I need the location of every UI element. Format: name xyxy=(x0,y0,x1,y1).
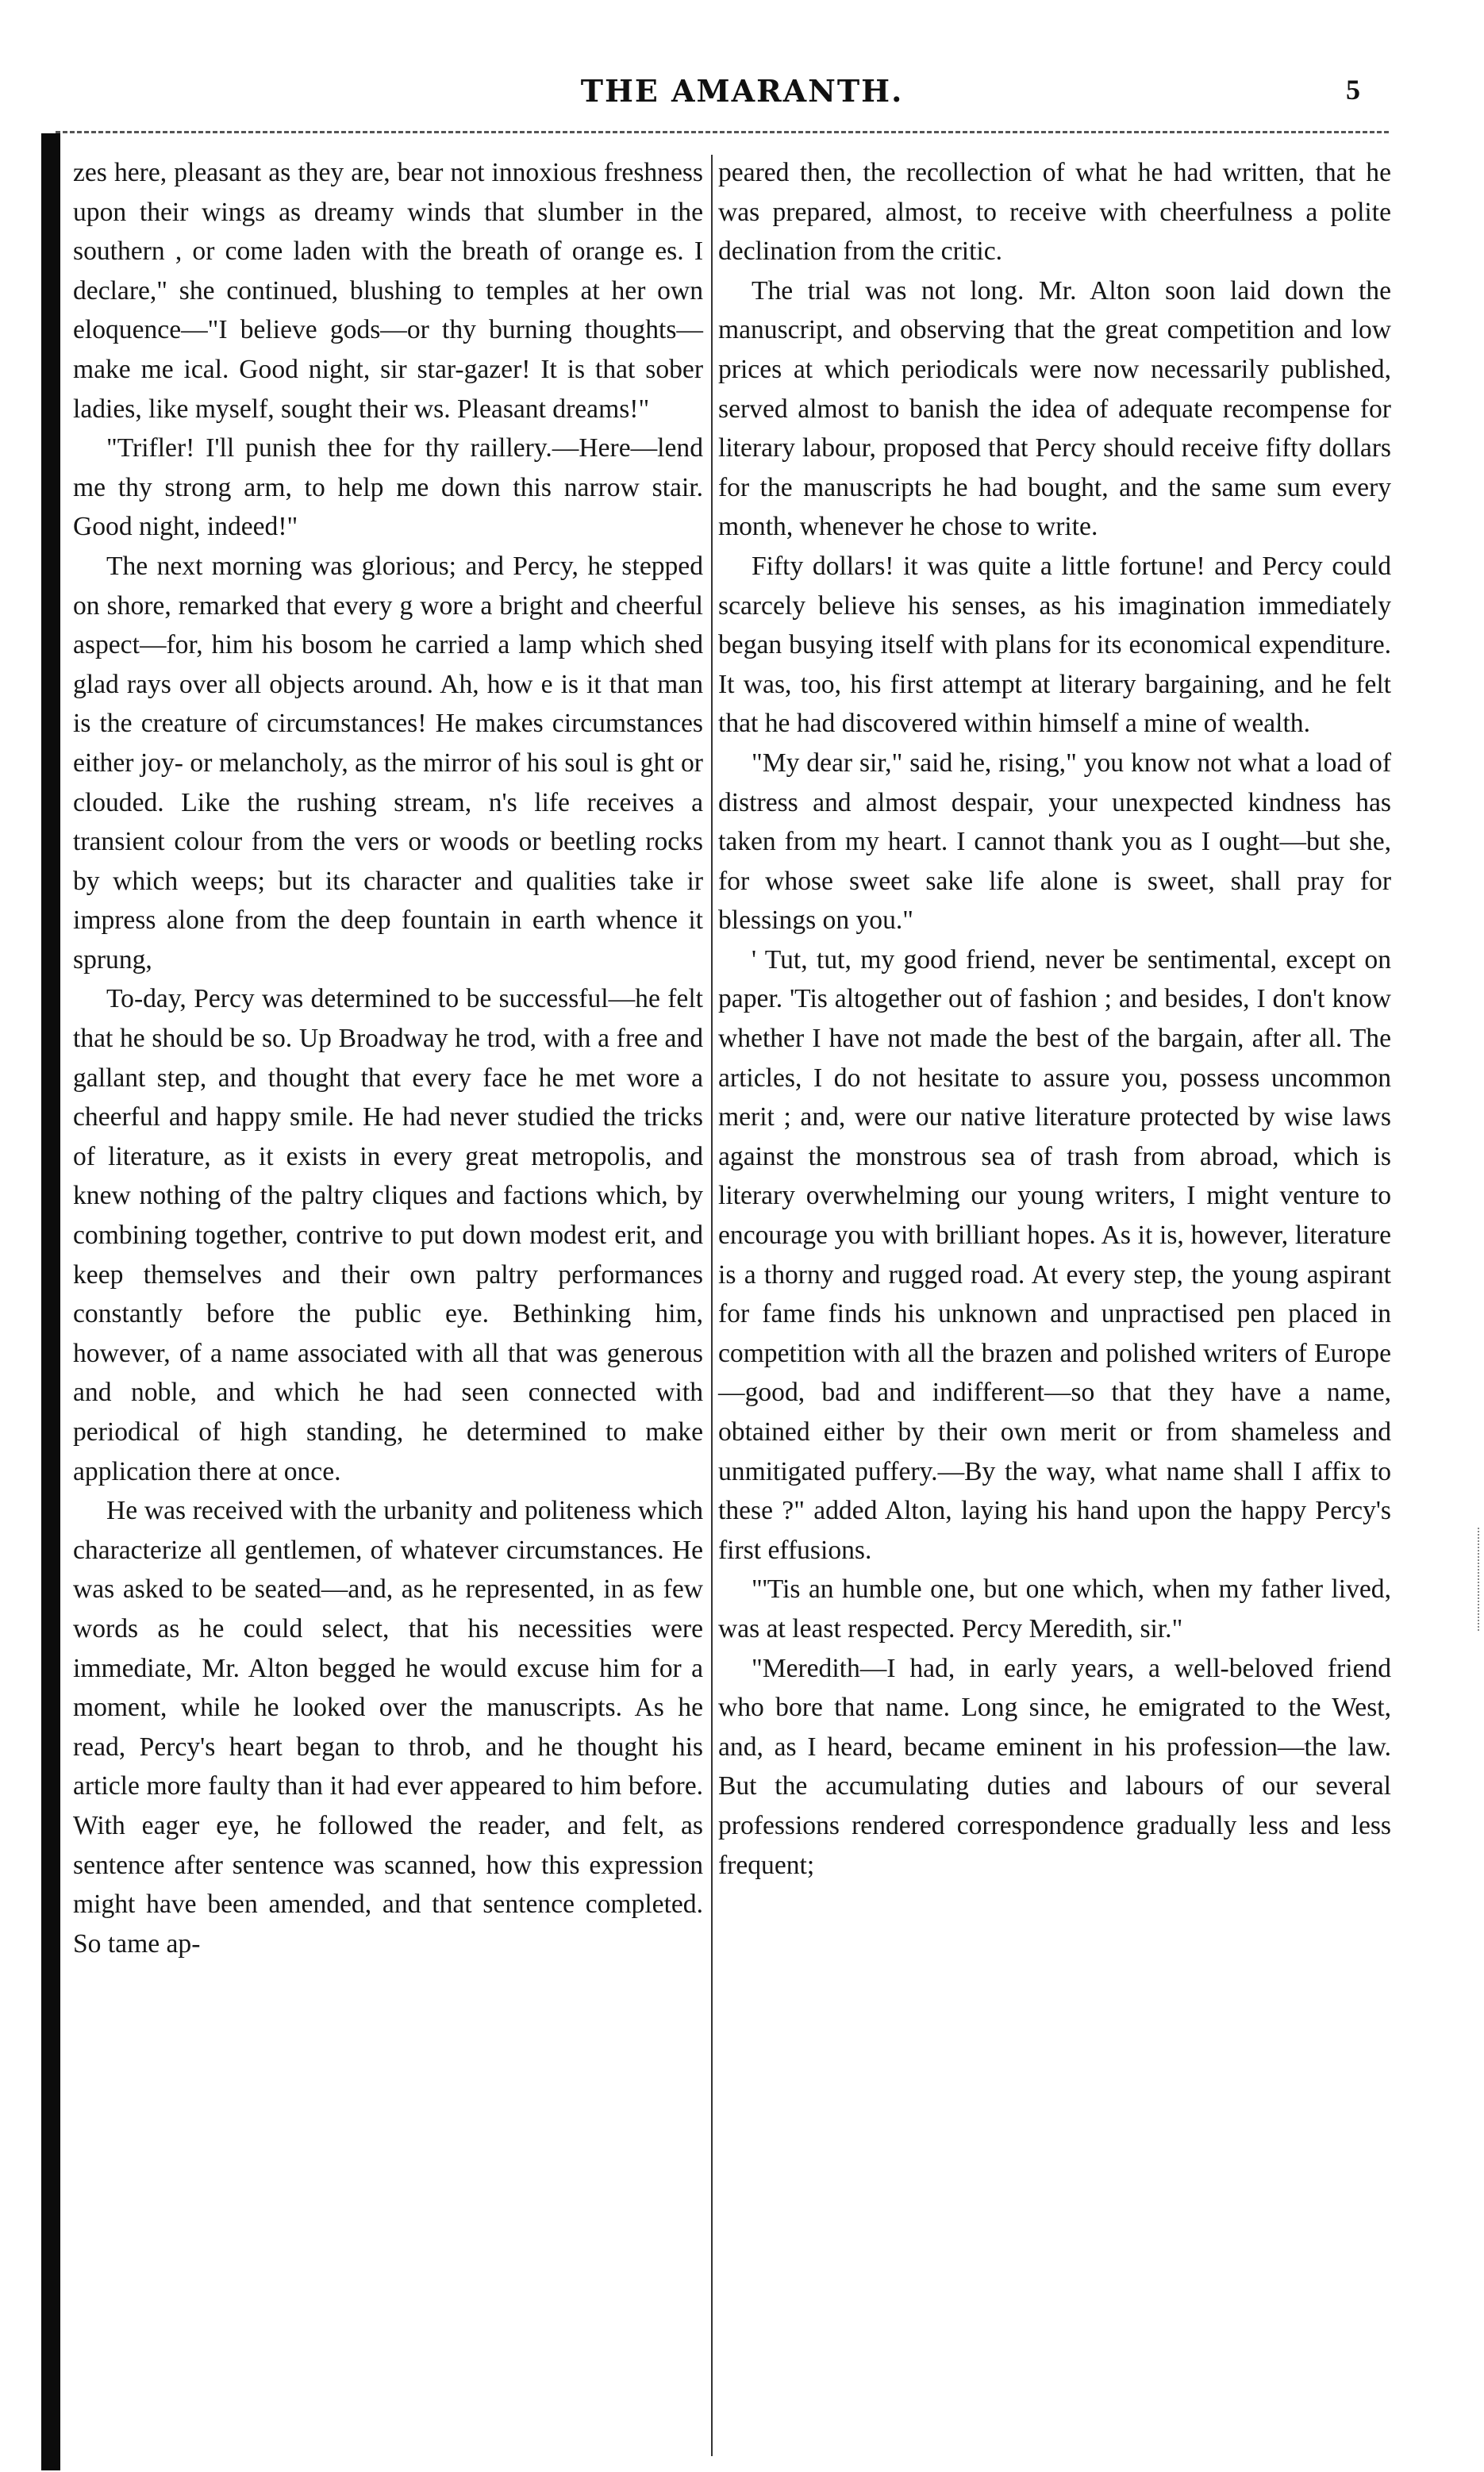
header-rule xyxy=(56,131,1389,133)
page-number: 5 xyxy=(1346,74,1360,106)
paragraph: ' Tut, tut, my good friend, never be sentimental, except on paper. 'Tis altogether out of fashion ; and besides, I don't know whether I have not made the best of the bargain, after all. The articles, I do not hesitate to assure you, possess uncommon merit ; and, were our native literature protected by wise laws against the monstrous sea of trash from abroad, which is literary overwhelming our young writers, I might venture to encourage you with brilliant hopes. As it is, however, literature is a thorny and rugged road. At every step, the young aspirant for fame finds his unknown and unpractised pen placed in competition with all the brazen and polished writers of Europe—good, bad and indifferent—so that they have a name, obtained either by their own merit or from shameless and unmitigated puffery.—By the way, what name shall I affix to these ?" added Alton, laying his hand upon the happy Percy's first effusions. xyxy=(718,944,1391,1565)
paragraph: "Meredith—I had, in early years, a well-beloved friend who bore that name. Long since, he emigrated to the West, and, as I heard, became eminent in his profession—the law. But the accumulating duties and labours of our several professions rendered correspondence gradually less and less frequent; xyxy=(718,1653,1391,1880)
right-column xyxy=(718,153,1391,1885)
paragraph: "My dear sir," said he, rising," you know not what a load of distress and almost despair, your unexpected kindness has taken from my heart. I cannot thank you as I ought—but she, for whose sweet sake life alone is sweet, shall pray for blessings on you." xyxy=(718,748,1391,936)
paragraph: He was received with the urbanity and politeness which characterize all gentlemen, of whatever circumstances. He was asked to be seated—and, as he represented, in as few words as he could select, that his necessities were immediate, Mr. Alton begged he would excuse him for a moment, while he looked over the manuscripts. As he read, Percy's heart began to throb, and he thought his article more faulty than it had ever appeared to him before. With eager eye, he followed the reader, and felt, as sentence after sentence was scanned, how this expression might have been amended, and that sentence completed. So tame ap- xyxy=(73,1496,703,1959)
paragraph: To-day, Percy was determined to be successful—he felt that he should be so. Up Broadway he trod, with a free and gallant step, and thought that every face he met wore a cheerful and happy smile. He had never studied the tricks of literature, as it exists in every great metropolis, and knew nothing of the paltry cliques and factions which, by combining together, contrive to put down modest erit, and keep themselves and their own paltry performances constantly before the public eye. Bethinking him, however, of a name associated with all that was generous and noble, and which he had seen connected with periodical of high standing, he determined to make application there at once. xyxy=(73,984,703,1486)
paragraph: The trial was not long. Mr. Alton soon laid down the manuscript, and observing that the great competition and low prices at which periodicals were now necessarily published, served almost to banish the idea of adequate recompense for literary labour, proposed that Percy should receive fifty dollars for the manuscripts he had bought, and the same sum every month, whenever he chose to write. xyxy=(718,275,1391,542)
left-column xyxy=(73,153,703,1963)
paragraph: Fifty dollars! it was quite a little fortune! and Percy could scarcely believe his senses, as his imagination immediately began busying itself with plans for its economical expenditure. It was, too, his first attempt at literary bargaining, and he felt that he had discovered within himself a mine of wealth. xyxy=(718,551,1391,739)
running-title: THE AMARANTH. xyxy=(580,73,904,109)
paragraph: "Trifler! I'll punish thee for thy raillery.—Here—lend me thy strong arm, to help me down this narrow stair. Good night, indeed!" xyxy=(73,433,703,542)
page-edge-marks xyxy=(1478,1528,1482,1631)
page-header xyxy=(0,0,1484,119)
paragraph: The next morning was glorious; and Percy, he stepped on shore, remarked that every g wore a bright and cheerful aspect—for, him his bosom he carried a lamp which shed glad rays over all objects around. Ah, how e is it that man is the creature of circumstances! He makes circumstances either joy- or melancholy, as the mirror of his soul is ght or clouded. Like the rushing stream, n's life receives a transient colour from the vers or woods or beetling rocks by which weeps; but its character and qualities take ir impress alone from the deep fountain in earth whence it sprung, xyxy=(73,551,703,975)
column-divider xyxy=(711,155,713,2456)
paragraph: "'Tis an humble one, but one which, when my father lived, was at least respected. Percy Meredith, sir." xyxy=(718,1574,1391,1644)
paragraph: zes here, pleasant as they are, bear not innoxious freshness upon their wings as dreamy winds that slumber in the southern , or come laden with the breath of orange es. I declare," she continued, blushing to temples at her own eloquence—"I believe gods—or thy burning thoughts—make me ical. Good night, sir star-gazer! It is that sober ladies, like myself, sought their ws. Pleasant dreams!" xyxy=(73,158,703,424)
paragraph: peared then, the recollection of what he had written, that he was prepared, almost, to receive with cheerfulness a polite declination from the critic. xyxy=(718,158,1391,267)
binding-gutter-shadow xyxy=(41,133,60,2470)
